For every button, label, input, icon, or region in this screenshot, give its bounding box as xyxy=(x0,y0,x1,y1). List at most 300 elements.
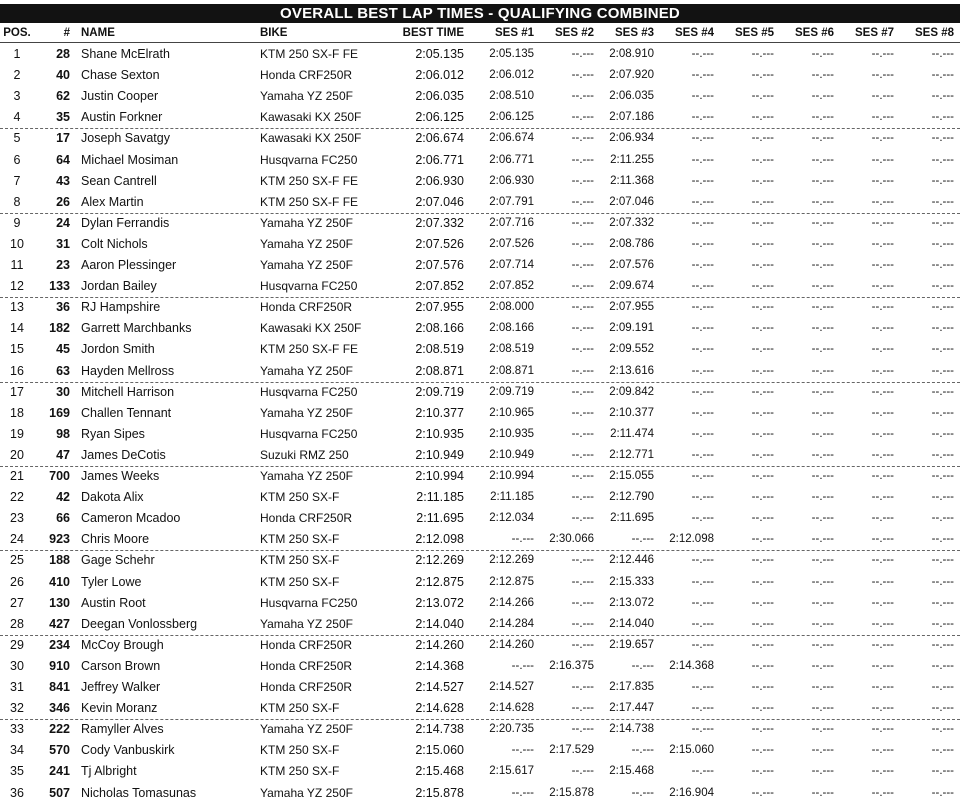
session-3-time: 2:07.576 xyxy=(609,259,654,271)
session-4-time: 2:16.904 xyxy=(669,786,714,799)
table-row xyxy=(0,508,960,529)
row-position: 12 xyxy=(10,279,24,294)
session-4-time: --.--- xyxy=(691,364,714,377)
best-time: 2:14.738 xyxy=(415,722,464,737)
rider-number: 700 xyxy=(49,469,70,483)
rider-bike: Yamaha YZ 250F xyxy=(260,405,353,420)
session-7-time: --.--- xyxy=(871,153,894,166)
rider-number: 42 xyxy=(56,490,70,505)
session-3-time: 2:07.920 xyxy=(609,69,654,82)
session-3-time: 2:15.468 xyxy=(609,765,654,778)
session-5-time: --.--- xyxy=(751,280,774,293)
session-1-time: 2:11.185 xyxy=(490,491,534,504)
column-header-row xyxy=(0,24,960,43)
rider-bike: Honda CRF250R xyxy=(260,68,353,83)
rider-bike: Husqvarna FC250 xyxy=(260,426,358,441)
session-2-time: --.--- xyxy=(571,617,594,630)
rider-name: Tj Albright xyxy=(81,764,137,779)
session-8-time: --.--- xyxy=(931,533,954,546)
rider-number: 222 xyxy=(49,722,70,737)
session-4-time: --.--- xyxy=(691,491,714,504)
session-2-time: 2:17.529 xyxy=(549,744,594,757)
session-6-time: --.--- xyxy=(811,512,834,525)
session-7-time: --.--- xyxy=(871,322,894,335)
session-1-time: 2:14.284 xyxy=(489,617,534,630)
session-7-time: --.--- xyxy=(871,427,894,440)
session-8-time: --.--- xyxy=(931,638,954,651)
row-position: 9 xyxy=(13,215,21,230)
table-row xyxy=(0,677,960,698)
session-6-time: --.--- xyxy=(811,90,834,103)
session-1-time: 2:12.875 xyxy=(489,575,534,588)
rider-number: 40 xyxy=(56,68,70,83)
row-position: 5 xyxy=(13,131,21,146)
rider-bike: Honda CRF250R xyxy=(260,300,353,315)
session-5-time: --.--- xyxy=(751,153,774,166)
session-1-time: 2:15.617 xyxy=(489,765,534,778)
rider-number: 133 xyxy=(49,279,70,294)
row-position: 29 xyxy=(10,637,24,652)
best-time: 2:08.519 xyxy=(415,342,464,357)
rider-name: Mitchell Harrison xyxy=(81,384,175,399)
rider-number: 23 xyxy=(56,258,70,272)
session-5-time: --.--- xyxy=(751,596,774,609)
session-5-time: --.--- xyxy=(751,533,774,546)
session-1-time: 2:10.965 xyxy=(489,406,534,419)
session-6-time: --.--- xyxy=(811,448,834,461)
session-5-time: --.--- xyxy=(751,406,774,419)
session-7-time: --.--- xyxy=(871,554,894,567)
rider-number: 570 xyxy=(49,743,70,758)
best-time: 2:10.949 xyxy=(415,447,464,462)
rider-number: 234 xyxy=(49,637,70,652)
session-4-time: 2:14.368 xyxy=(669,659,714,672)
session-4-time: --.--- xyxy=(691,322,714,335)
row-position: 17 xyxy=(10,384,24,399)
best-time: 2:10.994 xyxy=(415,469,464,483)
session-7-time: --.--- xyxy=(871,132,894,145)
header-num: # xyxy=(63,27,70,39)
rider-number: 346 xyxy=(49,701,70,716)
best-time: 2:07.046 xyxy=(415,194,464,209)
session-8-time: --.--- xyxy=(931,111,954,124)
rider-number: 923 xyxy=(49,532,70,547)
session-1-time: 2:08.000 xyxy=(489,301,534,314)
session-2-time: 2:30.066 xyxy=(549,533,594,546)
table-row xyxy=(0,361,960,383)
rider-bike: Yamaha YZ 250F xyxy=(260,363,353,378)
rider-number: 28 xyxy=(56,47,70,61)
table-row xyxy=(0,86,960,107)
session-2-time: 2:15.878 xyxy=(549,786,594,799)
rider-number: 63 xyxy=(56,363,70,378)
session-3-time: 2:07.186 xyxy=(609,111,654,124)
session-1-time: --.--- xyxy=(511,533,534,546)
rider-number: 30 xyxy=(56,384,70,399)
rider-name: Chase Sexton xyxy=(81,68,160,83)
session-6-time: --.--- xyxy=(811,533,834,546)
row-position: 3 xyxy=(13,89,21,104)
session-8-time: --.--- xyxy=(931,617,954,630)
session-3-time: 2:09.674 xyxy=(609,280,654,293)
header-ses-3: SES #3 xyxy=(615,27,654,39)
row-position: 2 xyxy=(13,68,21,83)
row-position: 19 xyxy=(10,426,24,441)
rider-name: Nicholas Tomasunas xyxy=(81,785,197,800)
session-3-time: 2:13.072 xyxy=(609,596,654,609)
rider-name: Garrett Marchbanks xyxy=(81,321,192,336)
rider-name: Carson Brown xyxy=(81,658,161,673)
session-5-time: --.--- xyxy=(751,427,774,440)
session-6-time: --.--- xyxy=(811,364,834,377)
session-4-time: --.--- xyxy=(691,280,714,293)
session-2-time: --.--- xyxy=(571,512,594,525)
rider-number: 130 xyxy=(49,595,70,610)
session-6-time: --.--- xyxy=(811,744,834,757)
session-3-time: 2:07.046 xyxy=(609,195,654,208)
table-row xyxy=(0,65,960,86)
session-5-time: --.--- xyxy=(751,69,774,82)
session-3-time: 2:19.657 xyxy=(609,638,654,651)
session-2-time: --.--- xyxy=(571,681,594,693)
row-position: 20 xyxy=(10,447,24,462)
session-6-time: --.--- xyxy=(811,132,834,145)
header-best-time: BEST TIME xyxy=(402,27,464,39)
table-row xyxy=(0,635,960,656)
session-5-time: --.--- xyxy=(751,216,774,229)
session-6-time: --.--- xyxy=(811,280,834,293)
session-3-time: 2:11.368 xyxy=(610,174,654,187)
session-1-time: 2:08.871 xyxy=(489,364,534,377)
session-4-time: --.--- xyxy=(691,237,714,250)
session-5-time: --.--- xyxy=(751,702,774,715)
session-2-time: --.--- xyxy=(571,491,594,504)
table-row xyxy=(0,339,960,360)
session-3-time: 2:15.333 xyxy=(609,575,654,588)
table-row xyxy=(0,614,960,636)
session-3-time: 2:17.835 xyxy=(609,681,654,693)
best-time: 2:09.719 xyxy=(415,384,464,399)
session-4-time: --.--- xyxy=(691,216,714,229)
session-4-time: --.--- xyxy=(691,554,714,567)
session-7-time: --.--- xyxy=(871,364,894,377)
session-1-time: 2:07.791 xyxy=(489,195,534,208)
session-7-time: --.--- xyxy=(871,237,894,250)
session-1-time: 2:10.935 xyxy=(489,427,534,440)
session-2-time: --.--- xyxy=(571,448,594,461)
session-4-time: --.--- xyxy=(691,470,714,482)
rider-number: 910 xyxy=(49,658,70,673)
session-5-time: --.--- xyxy=(751,617,774,630)
session-6-time: --.--- xyxy=(811,385,834,398)
session-6-time: --.--- xyxy=(811,195,834,208)
session-8-time: --.--- xyxy=(931,681,954,693)
session-2-time: --.--- xyxy=(571,427,594,440)
session-7-time: --.--- xyxy=(871,280,894,293)
rider-name: Aaron Plessinger xyxy=(81,258,177,272)
session-6-time: --.--- xyxy=(811,786,834,799)
session-8-time: --.--- xyxy=(931,322,954,335)
best-time: 2:05.135 xyxy=(415,47,464,61)
session-4-time: --.--- xyxy=(691,385,714,398)
session-7-time: --.--- xyxy=(871,90,894,103)
table-row xyxy=(0,213,960,234)
session-6-time: --.--- xyxy=(811,259,834,271)
session-8-time: --.--- xyxy=(931,491,954,504)
row-position: 1 xyxy=(13,47,21,61)
best-time: 2:14.260 xyxy=(415,637,464,652)
row-position: 32 xyxy=(10,701,24,716)
session-6-time: --.--- xyxy=(811,343,834,356)
session-2-time: --.--- xyxy=(571,216,594,229)
table-row xyxy=(0,171,960,192)
table-row xyxy=(0,107,960,129)
rider-bike: Yamaha YZ 250F xyxy=(260,258,353,272)
session-2-time: --.--- xyxy=(571,153,594,166)
table-row xyxy=(0,297,960,318)
session-1-time: 2:14.527 xyxy=(489,681,534,693)
session-4-time: --.--- xyxy=(691,512,714,525)
rider-number: 410 xyxy=(49,574,70,589)
session-5-time: --.--- xyxy=(751,765,774,778)
rider-number: 98 xyxy=(56,426,70,441)
table-row xyxy=(0,656,960,677)
rider-bike: Suzuki RMZ 250 xyxy=(260,447,349,462)
table-row xyxy=(0,487,960,508)
best-time: 2:07.955 xyxy=(415,300,464,315)
best-time: 2:06.012 xyxy=(415,68,464,83)
session-8-time: --.--- xyxy=(931,153,954,166)
session-2-time: --.--- xyxy=(571,195,594,208)
rider-number: 47 xyxy=(56,447,70,462)
rider-bike: Yamaha YZ 250F xyxy=(260,722,353,737)
session-3-time: 2:10.377 xyxy=(609,406,654,419)
session-7-time: --.--- xyxy=(871,385,894,398)
session-4-time: --.--- xyxy=(691,427,714,440)
session-8-time: --.--- xyxy=(931,512,954,525)
rider-name: Kevin Moranz xyxy=(81,701,158,716)
session-8-time: --.--- xyxy=(931,448,954,461)
session-5-time: --.--- xyxy=(751,470,774,482)
header-ses-4: SES #4 xyxy=(675,27,714,39)
row-position: 11 xyxy=(10,258,24,272)
rider-number: 169 xyxy=(49,405,70,420)
session-5-time: --.--- xyxy=(751,681,774,693)
session-4-time: --.--- xyxy=(691,596,714,609)
session-3-time: 2:07.332 xyxy=(609,216,654,229)
session-7-time: --.--- xyxy=(871,702,894,715)
rider-bike: KTM 250 SX-F xyxy=(260,553,340,568)
session-2-time: --.--- xyxy=(571,554,594,567)
table-row xyxy=(0,572,960,593)
session-8-time: --.--- xyxy=(931,554,954,567)
session-8-time: --.--- xyxy=(931,301,954,314)
session-5-time: --.--- xyxy=(751,364,774,377)
session-3-time: 2:17.447 xyxy=(609,702,654,715)
rider-bike: KTM 250 SX-F xyxy=(260,490,340,505)
session-5-time: --.--- xyxy=(751,723,774,736)
row-position: 28 xyxy=(10,616,24,631)
session-5-time: --.--- xyxy=(751,744,774,757)
rider-name: Challen Tennant xyxy=(81,405,172,420)
results-table-body xyxy=(0,44,960,805)
session-6-time: --.--- xyxy=(811,575,834,588)
best-time: 2:06.035 xyxy=(415,89,464,104)
session-5-time: --.--- xyxy=(751,638,774,651)
session-2-time: --.--- xyxy=(571,364,594,377)
row-position: 7 xyxy=(13,173,21,188)
rider-name: Cameron Mcadoo xyxy=(81,511,181,526)
session-7-time: --.--- xyxy=(871,69,894,82)
best-time: 2:07.332 xyxy=(415,215,464,230)
rider-name: Dakota Alix xyxy=(81,490,144,505)
session-4-time: --.--- xyxy=(691,174,714,187)
row-position: 23 xyxy=(10,511,24,526)
session-6-time: --.--- xyxy=(811,554,834,567)
session-6-time: --.--- xyxy=(811,765,834,778)
session-1-time: --.--- xyxy=(511,744,534,757)
session-3-time: 2:13.616 xyxy=(609,364,654,377)
session-8-time: --.--- xyxy=(931,406,954,419)
rider-number: 35 xyxy=(56,110,70,125)
header-ses-7: SES #7 xyxy=(855,27,894,39)
row-position: 24 xyxy=(10,532,24,547)
session-8-time: --.--- xyxy=(931,470,954,482)
table-row xyxy=(0,719,960,740)
session-8-time: --.--- xyxy=(931,596,954,609)
row-position: 36 xyxy=(10,785,24,800)
best-time: 2:12.269 xyxy=(415,553,464,568)
rider-bike: KTM 250 SX-F FE xyxy=(260,342,359,357)
session-7-time: --.--- xyxy=(871,681,894,693)
session-5-time: --.--- xyxy=(751,343,774,356)
rider-name: Ramyller Alves xyxy=(81,722,164,737)
rider-bike: Yamaha YZ 250F xyxy=(260,616,353,631)
rider-number: 45 xyxy=(56,342,70,357)
session-6-time: --.--- xyxy=(811,111,834,124)
session-3-time: 2:09.191 xyxy=(609,322,654,335)
session-2-time: --.--- xyxy=(571,638,594,651)
best-time: 2:08.871 xyxy=(415,363,464,378)
rider-number: 427 xyxy=(49,616,70,631)
session-7-time: --.--- xyxy=(871,470,894,482)
session-7-time: --.--- xyxy=(871,111,894,124)
session-7-time: --.--- xyxy=(871,48,894,60)
session-1-time: 2:07.526 xyxy=(489,237,534,250)
rider-number: 66 xyxy=(56,511,70,526)
rider-number: 31 xyxy=(56,236,70,251)
session-2-time: --.--- xyxy=(571,280,594,293)
rider-name: Justin Cooper xyxy=(81,89,159,104)
session-8-time: --.--- xyxy=(931,343,954,356)
session-3-time: 2:11.474 xyxy=(610,427,654,440)
session-8-time: --.--- xyxy=(931,132,954,145)
session-6-time: --.--- xyxy=(811,617,834,630)
rider-number: 507 xyxy=(49,785,70,800)
rider-number: 64 xyxy=(56,152,70,167)
session-6-time: --.--- xyxy=(811,427,834,440)
session-8-time: --.--- xyxy=(931,48,954,60)
rider-number: 36 xyxy=(56,300,70,315)
rider-name: Michael Mosiman xyxy=(81,152,179,167)
best-time: 2:07.852 xyxy=(415,279,464,294)
table-row xyxy=(0,466,960,487)
rider-bike: Kawasaki KX 250F xyxy=(260,131,362,146)
session-2-time: --.--- xyxy=(571,702,594,715)
rider-bike: Husqvarna FC250 xyxy=(260,279,358,294)
row-position: 30 xyxy=(10,658,24,673)
best-time: 2:15.468 xyxy=(415,764,464,779)
session-4-time: --.--- xyxy=(691,301,714,314)
rider-bike: KTM 250 SX-F xyxy=(260,701,340,716)
session-4-time: 2:15.060 xyxy=(669,744,714,757)
session-5-time: --.--- xyxy=(751,322,774,335)
rider-bike: Kawasaki KX 250F xyxy=(260,110,362,125)
best-time: 2:15.060 xyxy=(415,743,464,758)
rider-bike: Yamaha YZ 250F xyxy=(260,215,353,230)
session-5-time: --.--- xyxy=(751,259,774,271)
session-5-time: --.--- xyxy=(751,111,774,124)
row-position: 6 xyxy=(13,152,21,167)
best-time: 2:14.628 xyxy=(415,701,464,716)
session-5-time: --.--- xyxy=(751,448,774,461)
rider-name: Chris Moore xyxy=(81,532,150,547)
rider-bike: KTM 250 SX-F xyxy=(260,532,340,547)
session-4-time: --.--- xyxy=(691,638,714,651)
session-4-time: --.--- xyxy=(691,765,714,778)
session-3-time: 2:11.695 xyxy=(610,512,654,525)
row-position: 34 xyxy=(10,743,24,758)
session-8-time: --.--- xyxy=(931,786,954,799)
header-bike: BIKE xyxy=(260,27,288,39)
header-ses-8: SES #8 xyxy=(915,27,954,39)
row-position: 4 xyxy=(13,110,21,125)
row-position: 26 xyxy=(10,574,24,589)
session-3-time: 2:11.255 xyxy=(610,153,654,166)
session-6-time: --.--- xyxy=(811,702,834,715)
session-7-time: --.--- xyxy=(871,491,894,504)
rider-number: 17 xyxy=(56,131,70,146)
table-row xyxy=(0,382,960,403)
session-3-time: 2:09.552 xyxy=(609,343,654,356)
session-2-time: --.--- xyxy=(571,723,594,736)
best-time: 2:06.771 xyxy=(415,152,464,167)
table-row xyxy=(0,424,960,445)
session-8-time: --.--- xyxy=(931,723,954,736)
rider-number: 182 xyxy=(49,321,70,336)
table-row xyxy=(0,128,960,149)
rider-name: Ryan Sipes xyxy=(81,426,145,441)
row-position: 13 xyxy=(10,300,24,315)
rider-name: James DeCotis xyxy=(81,447,166,462)
session-2-time: --.--- xyxy=(571,385,594,398)
session-1-time: 2:08.166 xyxy=(489,322,534,335)
session-4-time: --.--- xyxy=(691,575,714,588)
row-position: 10 xyxy=(10,236,24,251)
session-8-time: --.--- xyxy=(931,280,954,293)
rider-bike: Yamaha YZ 250F xyxy=(260,236,353,251)
rider-name: Alex Martin xyxy=(81,194,144,209)
rider-name: Colt Nichols xyxy=(81,236,148,251)
session-4-time: --.--- xyxy=(691,406,714,419)
session-8-time: --.--- xyxy=(931,259,954,271)
session-7-time: --.--- xyxy=(871,596,894,609)
row-position: 18 xyxy=(10,405,24,420)
session-1-time: 2:10.949 xyxy=(489,448,534,461)
rider-name: Cody Vanbuskirk xyxy=(81,743,175,758)
session-3-time: 2:15.055 xyxy=(609,470,654,482)
session-4-time: --.--- xyxy=(691,48,714,60)
